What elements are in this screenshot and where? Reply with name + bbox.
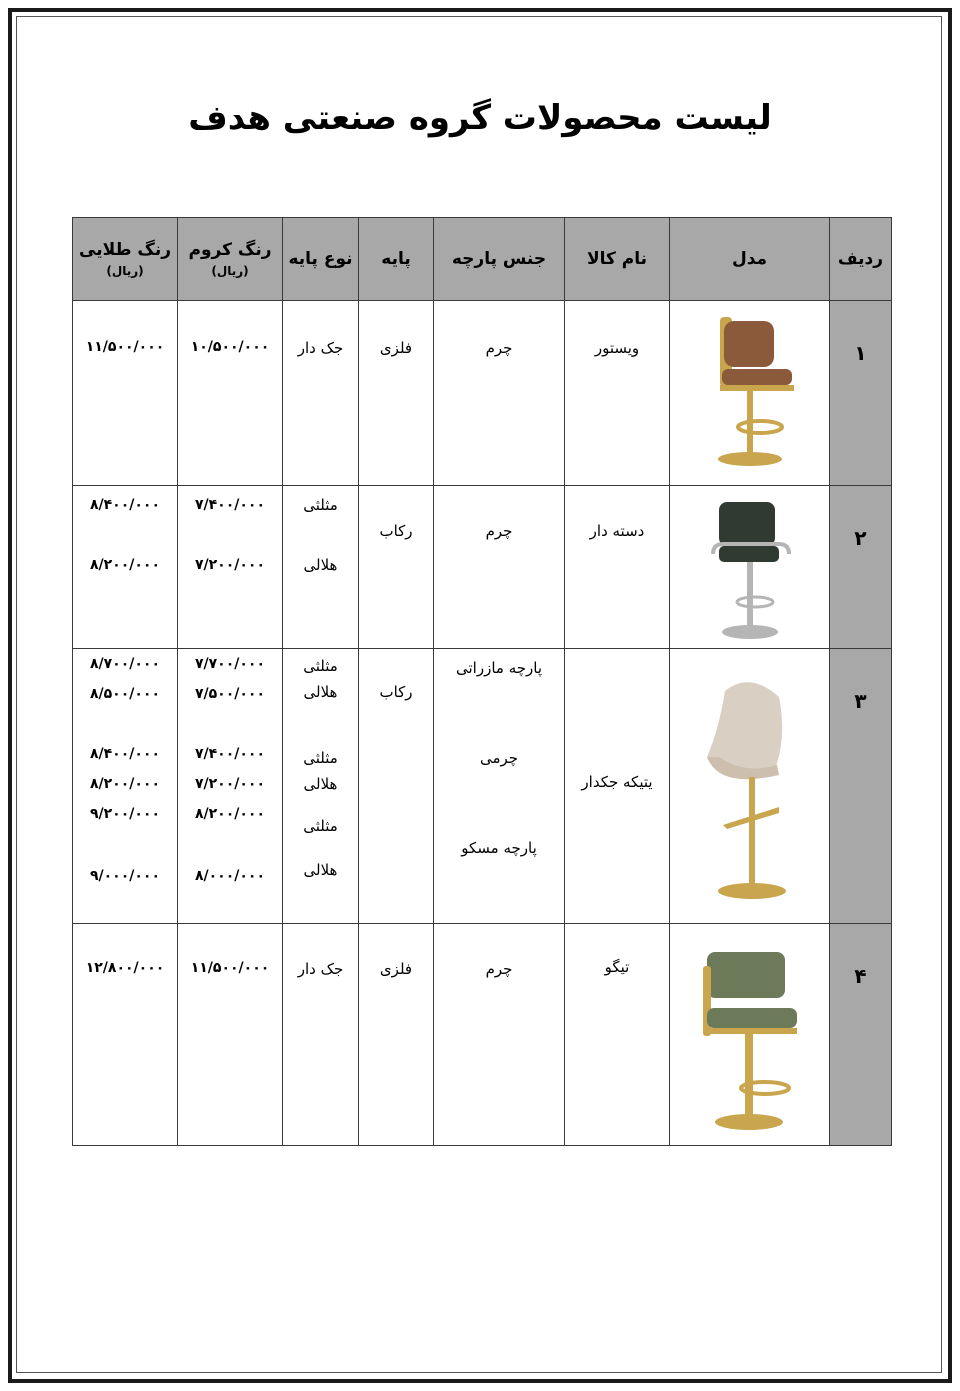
page-title: لیست محصولات گروه صنعتی هدف bbox=[188, 98, 772, 138]
chrome-price-cell bbox=[178, 924, 283, 1146]
row-index: ۳ bbox=[854, 689, 867, 713]
gold-price: ۹/۲۰۰/۰۰۰ bbox=[89, 806, 161, 822]
chrome-price: ۷/۵۰۰/۰۰۰ bbox=[194, 686, 266, 702]
products-table bbox=[72, 217, 892, 1146]
chrome-price: ۷/۴۰۰/۰۰۰ bbox=[194, 497, 266, 513]
table-row bbox=[73, 649, 892, 924]
fabric-value: چرم bbox=[485, 960, 513, 978]
header-chrome-unit: (ریال) bbox=[211, 264, 249, 278]
product-name: ویستور bbox=[594, 339, 640, 357]
chrome-price-cell bbox=[178, 301, 283, 486]
model-image-cell bbox=[670, 649, 830, 924]
gold-price: ۸/۴۰۰/۰۰۰ bbox=[89, 746, 161, 762]
fabric-value: پارچه مازراتی bbox=[455, 659, 542, 677]
chrome-price: ۸/۰۰۰/۰۰۰ bbox=[194, 868, 266, 884]
fabric-cell bbox=[434, 301, 565, 486]
row-index-cell bbox=[830, 486, 892, 649]
fabric-value: چرم bbox=[485, 339, 513, 357]
gold-price: ۸/۴۰۰/۰۰۰ bbox=[89, 497, 161, 513]
table-row bbox=[73, 924, 892, 1146]
table-row bbox=[73, 301, 892, 486]
header-chrome-label: رنگ کروم bbox=[188, 240, 272, 260]
base-type-cell bbox=[283, 301, 359, 486]
base-value: فلزی bbox=[379, 339, 413, 357]
chrome-price: ۸/۲۰۰/۰۰۰ bbox=[194, 806, 266, 822]
header-gold bbox=[73, 218, 178, 301]
model-image-cell bbox=[670, 486, 830, 649]
chrome-price: ۱۰/۵۰۰/۰۰۰ bbox=[190, 339, 270, 355]
fabric-cell bbox=[434, 649, 565, 924]
base-type-value: مثلثی bbox=[303, 749, 338, 767]
bar-stool-brown-gold-icon bbox=[700, 309, 800, 477]
base-value: رکاب bbox=[379, 522, 413, 540]
header-model: مدل bbox=[670, 218, 830, 301]
product-name: دسته دار bbox=[589, 522, 645, 540]
chrome-price: ۷/۴۰۰/۰۰۰ bbox=[194, 746, 266, 762]
table-row bbox=[73, 486, 892, 649]
base-type-value: مثلثی bbox=[303, 496, 338, 514]
gold-price: ۱۱/۵۰۰/۰۰۰ bbox=[85, 339, 165, 355]
name-cell bbox=[565, 301, 670, 486]
table-header-row bbox=[73, 218, 892, 301]
base-cell bbox=[359, 924, 434, 1146]
row-index-cell bbox=[830, 924, 892, 1146]
base-type-value: مثلثی bbox=[303, 657, 338, 675]
gold-price-cell bbox=[73, 924, 178, 1146]
header-chrome bbox=[178, 218, 283, 301]
row-index: ۲ bbox=[854, 526, 867, 550]
gold-price: ۸/۷۰۰/۰۰۰ bbox=[89, 656, 161, 672]
fabric-value: پارچه مسکو bbox=[461, 839, 537, 857]
base-type-value: جک دار bbox=[297, 339, 344, 357]
base-value: رکاب bbox=[379, 683, 413, 701]
base-cell bbox=[359, 486, 434, 649]
name-cell bbox=[565, 924, 670, 1146]
base-type-value: مثلثی bbox=[303, 817, 338, 835]
base-type-value: جک دار bbox=[297, 960, 344, 978]
fabric-value: چرمی bbox=[479, 749, 519, 767]
base-cell bbox=[359, 301, 434, 486]
gold-price: ۸/۵۰۰/۰۰۰ bbox=[89, 686, 161, 702]
row-index-cell bbox=[830, 301, 892, 486]
base-type-value: هلالی bbox=[303, 556, 338, 574]
bar-stool-beige-shell-gold-icon bbox=[695, 657, 805, 913]
chrome-price: ۷/۷۰۰/۰۰۰ bbox=[194, 656, 266, 672]
row-index: ۴ bbox=[854, 964, 867, 988]
gold-price-cell bbox=[73, 649, 178, 924]
model-image-cell bbox=[670, 924, 830, 1146]
bar-stool-green-gold-icon bbox=[695, 932, 805, 1138]
chrome-price-cell bbox=[178, 486, 283, 649]
product-name: تیگو bbox=[604, 958, 630, 976]
base-type-value: هلالی bbox=[303, 861, 338, 879]
chrome-price: ۱۱/۵۰۰/۰۰۰ bbox=[190, 960, 270, 976]
header-gold-unit: (ریال) bbox=[106, 264, 144, 278]
chrome-price: ۷/۲۰۰/۰۰۰ bbox=[194, 557, 266, 573]
header-gold-label: رنگ طلایی bbox=[79, 240, 171, 260]
base-type-cell bbox=[283, 649, 359, 924]
row-index-cell bbox=[830, 649, 892, 924]
header-fabric: جنس پارچه bbox=[434, 218, 565, 301]
model-image-cell bbox=[670, 301, 830, 486]
name-cell bbox=[565, 649, 670, 924]
bar-stool-black-chrome-arms-icon bbox=[705, 494, 795, 644]
fabric-cell bbox=[434, 924, 565, 1146]
fabric-cell bbox=[434, 486, 565, 649]
gold-price-cell bbox=[73, 301, 178, 486]
base-type-cell bbox=[283, 924, 359, 1146]
gold-price: ۹/۰۰۰/۰۰۰ bbox=[89, 868, 161, 884]
header-index: ردیف bbox=[830, 218, 892, 301]
product-name: یتیکه جکدار bbox=[581, 773, 653, 791]
chrome-price-cell bbox=[178, 649, 283, 924]
header-base-type: نوع پایه bbox=[283, 218, 359, 301]
header-name: نام کالا bbox=[565, 218, 670, 301]
fabric-value: چرم bbox=[485, 522, 513, 540]
gold-price: ۸/۲۰۰/۰۰۰ bbox=[89, 776, 161, 792]
row-index: ۱ bbox=[854, 341, 867, 365]
base-type-value: هلالی bbox=[303, 683, 338, 701]
base-type-value: هلالی bbox=[303, 775, 338, 793]
chrome-price: ۷/۲۰۰/۰۰۰ bbox=[194, 776, 266, 792]
gold-price: ۸/۲۰۰/۰۰۰ bbox=[89, 557, 161, 573]
base-cell bbox=[359, 649, 434, 924]
name-cell bbox=[565, 486, 670, 649]
gold-price: ۱۲/۸۰۰/۰۰۰ bbox=[85, 960, 165, 976]
base-value: فلزی bbox=[379, 960, 413, 978]
gold-price-cell bbox=[73, 486, 178, 649]
header-base: پایه bbox=[359, 218, 434, 301]
base-type-cell bbox=[283, 486, 359, 649]
